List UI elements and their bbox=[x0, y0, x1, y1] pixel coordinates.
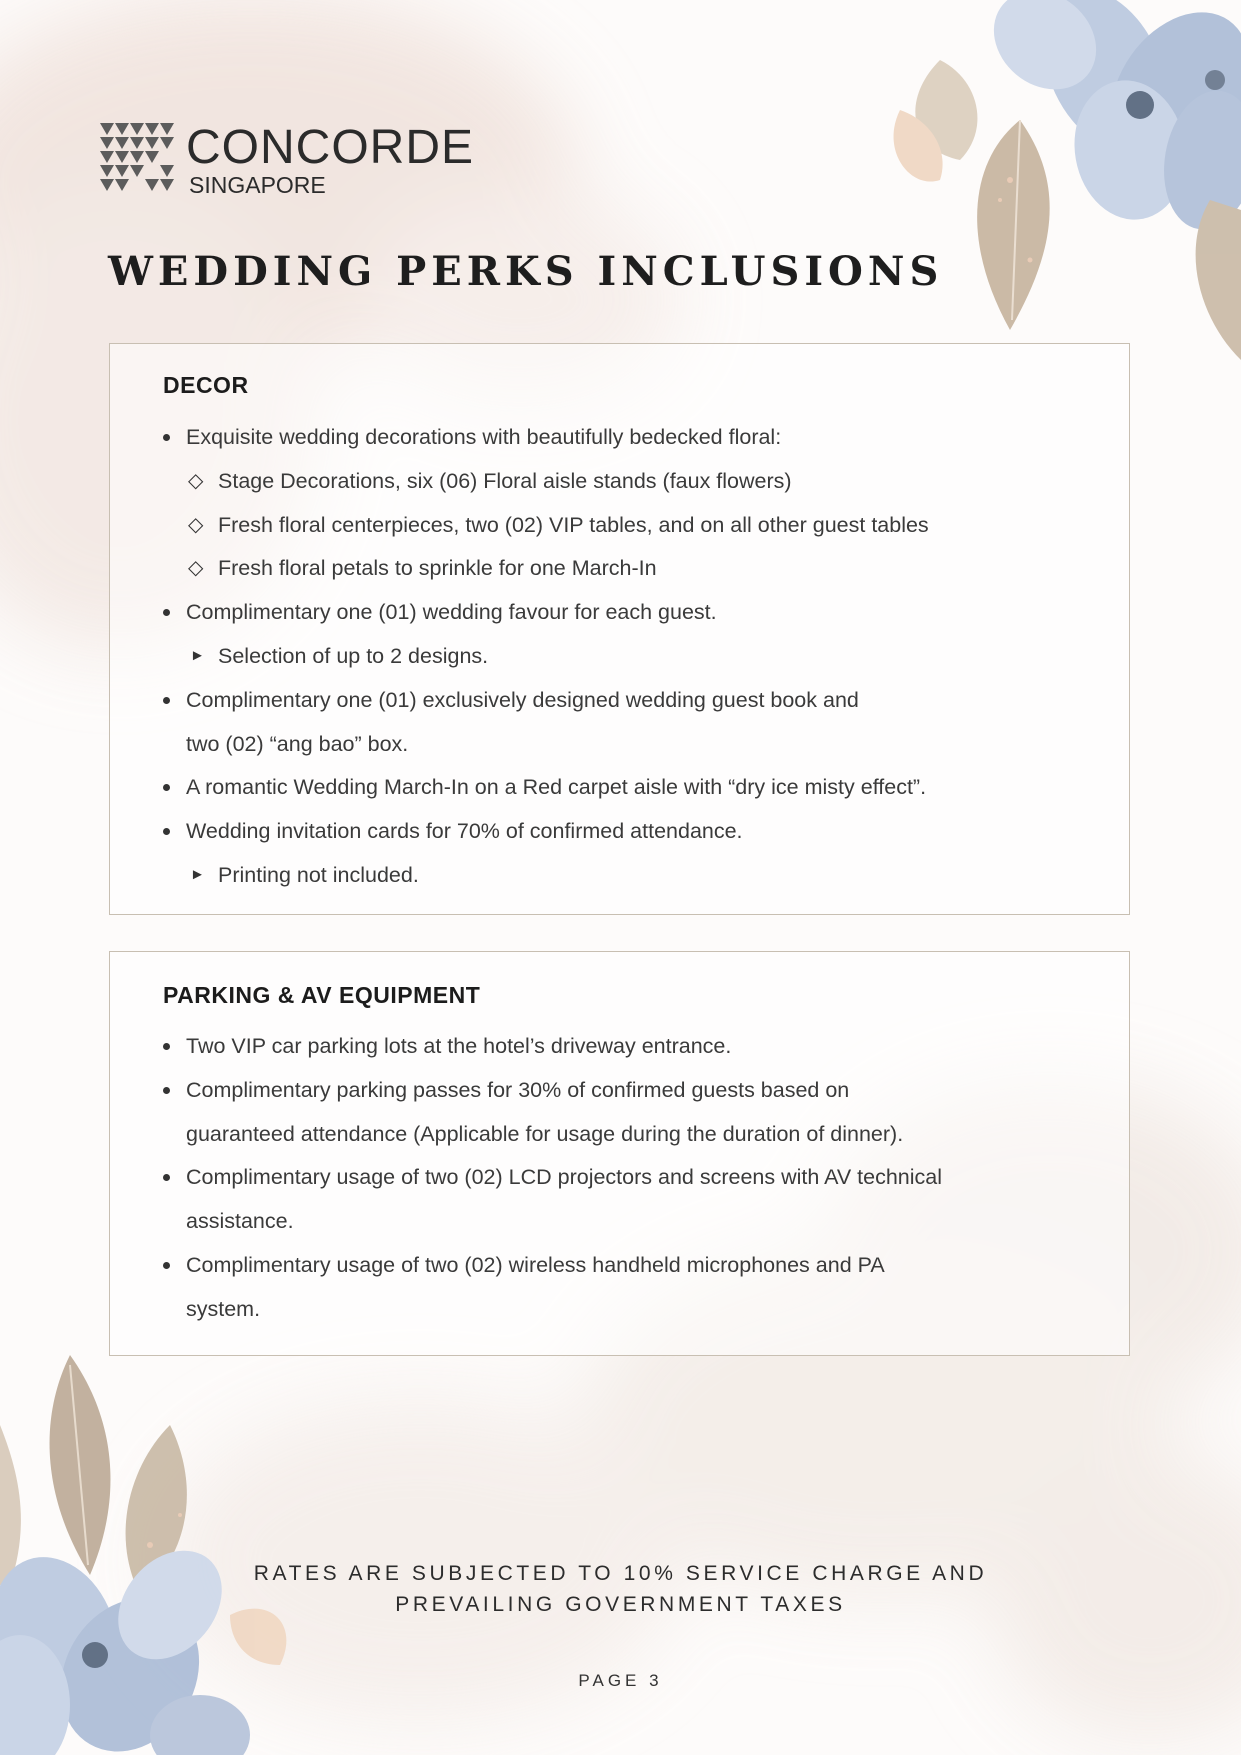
list-item-text: Complimentary one (01) exclusively designed wedding guest book and bbox=[186, 687, 859, 712]
parking-av-section bbox=[109, 951, 1130, 1356]
list-item-text: Complimentary one (01) wedding favour for each guest. bbox=[186, 600, 717, 625]
diamond-bullet-icon: ◇ bbox=[188, 513, 204, 536]
diamond-bullet-icon: ◇ bbox=[188, 469, 204, 492]
bullet-icon bbox=[163, 1087, 170, 1094]
list-item-text: Fresh floral centerpieces, two (02) VIP tables, and on all other guest tables bbox=[218, 512, 929, 537]
arrow-bullet-icon: ► bbox=[190, 647, 205, 664]
decor-section bbox=[109, 343, 1130, 915]
diamond-bullet-icon: ◇ bbox=[188, 557, 204, 580]
list-item-text: system. bbox=[186, 1296, 261, 1321]
bullet-icon bbox=[163, 1174, 170, 1181]
rates-note-line-2: PREVAILING GOVERNMENT TAXES bbox=[395, 1593, 846, 1616]
brand-subtitle: SINGAPORE bbox=[189, 172, 326, 198]
brand-logo bbox=[100, 120, 520, 200]
list-item-text: Printing not included. bbox=[218, 863, 419, 887]
list-item-text: Selection of up to 2 designs. bbox=[218, 644, 489, 668]
page-title: WEDDING PERKS INCLUSIONS bbox=[108, 248, 944, 295]
list-item-text: Stage Decorations, six (06) Floral aisle stands (faux flowers) bbox=[218, 468, 792, 493]
list-item-text: Complimentary parking passes for 30% of confirmed guests based on bbox=[186, 1077, 850, 1102]
concorde-logo-icon bbox=[100, 123, 174, 195]
list-item-text: two (02) “ang bao” box. bbox=[186, 731, 409, 756]
rates-note-line-1: RATES ARE SUBJECTED TO 10% SERVICE CHARGE AND bbox=[253, 1562, 988, 1585]
list-item-text: Exquisite wedding decorations with beautifully bedecked floral: bbox=[186, 425, 782, 449]
page-number: PAGE 3 bbox=[578, 1671, 663, 1690]
parking-heading: PARKING & AV EQUIPMENT bbox=[163, 982, 481, 1008]
list-item-text: guaranteed attendance (Applicable for usage during the duration of dinner). bbox=[186, 1121, 904, 1146]
arrow-bullet-icon: ► bbox=[190, 866, 205, 883]
floral-decoration-top-right bbox=[880, 0, 1241, 390]
list-item-text: A romantic Wedding March-In on a Red carpet aisle with “dry ice misty effect”. bbox=[186, 775, 927, 800]
list-item-text: Wedding invitation cards for 70% of confirmed attendance. bbox=[186, 819, 743, 844]
bullet-icon bbox=[163, 784, 170, 791]
list-item-text: Two VIP car parking lots at the hotel’s driveway entrance. bbox=[186, 1034, 732, 1058]
bullet-icon bbox=[163, 697, 170, 704]
rates-note bbox=[0, 1558, 1241, 1620]
bullet-icon bbox=[163, 434, 170, 441]
bullet-icon bbox=[163, 609, 170, 616]
bullet-icon bbox=[163, 1262, 170, 1269]
list-item-text: Complimentary usage of two (02) LCD projectors and screens with AV technical bbox=[186, 1165, 943, 1190]
decor-heading: DECOR bbox=[163, 372, 249, 398]
list-item-text: Fresh floral petals to sprinkle for one March-In bbox=[218, 556, 657, 581]
bullet-icon bbox=[163, 828, 170, 835]
list-item-text: assistance. bbox=[186, 1209, 294, 1234]
bullet-icon bbox=[163, 1043, 170, 1050]
brand-name: CONCORDE bbox=[186, 121, 475, 174]
floral-decoration-bottom-left bbox=[0, 1355, 300, 1755]
list-item-text: Complimentary usage of two (02) wireless handheld microphones and PA bbox=[186, 1253, 885, 1277]
